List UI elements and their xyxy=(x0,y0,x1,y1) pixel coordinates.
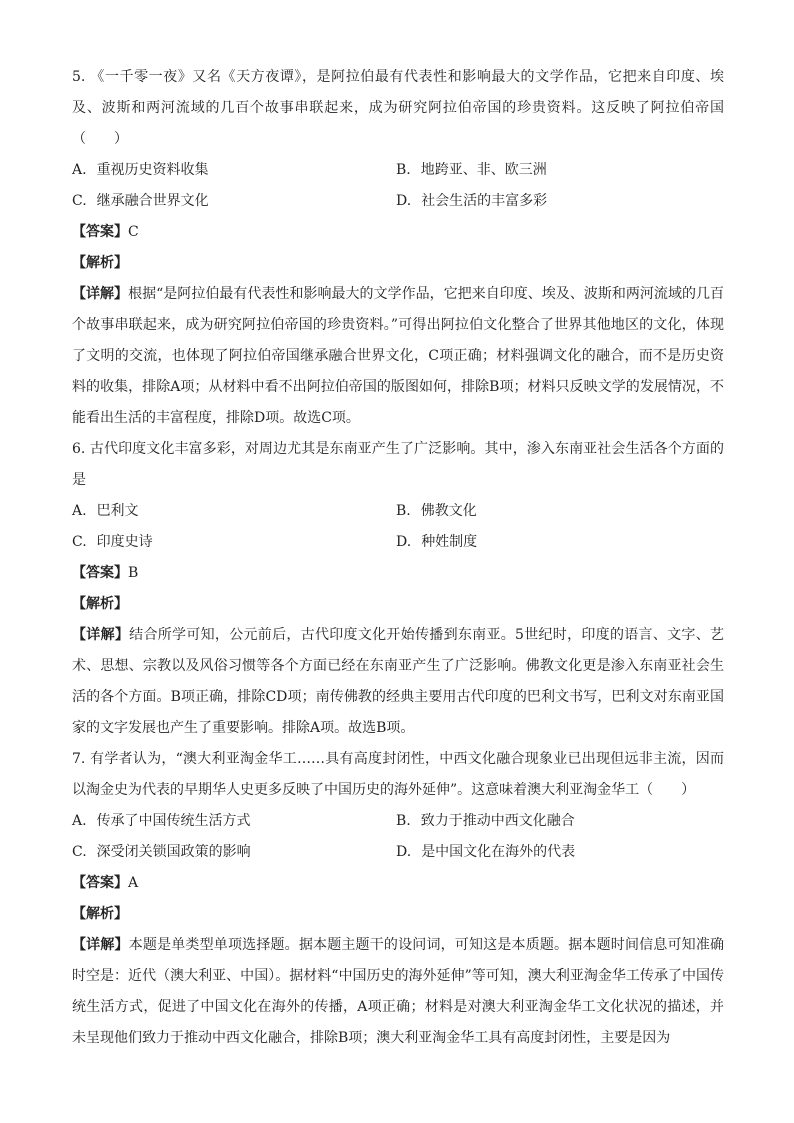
detail-text: 本题是单类型单项选择题。据本题主题干的设问词，可知这是本质题。据本题时间信息可知准确时空是：近代（澳大利亚、中国）。据材料“中国历史的海外延伸”等可知，澳大利亚淘金华工传承了中国传统生活方式，促进了中国文化在海外的传播，A项正确；材料是对澳大利亚淘金华工文化状况的描述，并未呈现他们致力于推动中西文化融合，排除B项；澳大利亚淘金华工具有高度封闭性，主要是因为 xyxy=(72,937,725,1046)
option-c: C. 印度史诗 xyxy=(72,534,153,550)
option-a: A. 巴利文 xyxy=(72,503,139,519)
detail-paragraph xyxy=(72,620,724,744)
analysis-label: 【解析】 xyxy=(72,255,128,271)
answer-line xyxy=(72,868,724,899)
option-a: A. 传承了中国传统生活方式 xyxy=(72,813,251,829)
analysis-label: 【解析】 xyxy=(72,906,128,922)
answer-label: 【答案】 xyxy=(72,875,128,891)
analysis-line xyxy=(72,899,724,930)
detail-label: 【详解】 xyxy=(72,286,129,302)
detail-paragraph xyxy=(72,930,724,1054)
answer-line xyxy=(72,217,724,248)
option-b: B. 致力于推动中西文化融合 xyxy=(396,813,575,829)
question-number: 5. xyxy=(72,69,86,85)
option-d: D. 社会生活的丰富多彩 xyxy=(396,193,548,209)
question-stem xyxy=(72,744,724,806)
detail-label: 【详解】 xyxy=(72,937,129,953)
detail-label: 【详解】 xyxy=(72,627,130,643)
question-number: 6. xyxy=(72,441,86,457)
answer-value: B xyxy=(128,565,139,581)
option-d: D. 种姓制度 xyxy=(396,534,478,550)
detail-paragraph xyxy=(72,279,724,434)
option-b: B. 佛教文化 xyxy=(396,503,477,519)
analysis-line xyxy=(72,248,724,279)
answer-value: C xyxy=(128,224,139,240)
question-6 xyxy=(72,434,724,744)
option-a: A. 重视历史资料收集 xyxy=(72,162,209,178)
document-page xyxy=(72,62,724,1054)
option-d: D. 是中国文化在海外的代表 xyxy=(396,844,576,860)
option-c: C. 深受闭关锁国政策的影响 xyxy=(72,844,251,860)
question-5 xyxy=(72,62,724,434)
options-grid xyxy=(72,806,724,868)
question-7 xyxy=(72,744,724,1054)
question-text: 有学者认为，“澳大利亚淘金华工……具有高度封闭性，中西文化融合现象业已出现但远非主流，因而以淘金史为代表的早期华人史更多反映了中国历史的海外延伸”。这意味着澳大利亚淘金华工（ ） xyxy=(72,751,724,798)
detail-text: 根据“是阿拉伯最有代表性和影响最大的文学作品，它把来自印度、埃及、波斯和两河流域的几百个故事串联起来，成为研究阿拉伯帝国的珍贵资料。”可得出阿拉伯文化整合了世界其他地区的文化，体现了文明的交流，也体现了阿拉伯帝国继承融合世界文化，C项正确；材料强调文化的融合，而不是历史资料的收集，排除A项；从材料中看不出阿拉伯帝国的版图如何，排除B项；材料只反映文学的发展情况，不能看出生活的丰富程度，排除D项。故选C项。 xyxy=(72,286,725,426)
answer-value: A xyxy=(128,875,139,891)
answer-label: 【答案】 xyxy=(72,565,128,581)
question-number: 7. xyxy=(72,751,86,767)
question-text: 《一千零一夜》又名《天方夜谭》，是阿拉伯最有代表性和影响最大的文学作品，它把来自印度、埃及、波斯和两河流域的几百个故事串联起来，成为研究阿拉伯帝国的珍贵资料。这反映了阿拉伯帝国（ ） xyxy=(72,69,725,147)
analysis-label: 【解析】 xyxy=(72,596,128,612)
answer-label: 【答案】 xyxy=(72,224,128,240)
options-grid xyxy=(72,496,724,558)
question-stem xyxy=(72,434,724,496)
answer-line xyxy=(72,558,724,589)
detail-text: 结合所学可知，公元前后，古代印度文化开始传播到东南亚。5世纪时，印度的语言、文字、艺术、思想、宗教以及风俗习惯等各个方面已经在东南亚产生了广泛影响。佛教文化更是渗入东南亚社会生活的各个方面。B项正确，排除CD项；南传佛教的经典主要用古代印度的巴利文书写，巴利文对东南亚国家的文字发展也产生了重要影响。排除A项。故选B项。 xyxy=(72,627,725,736)
question-stem xyxy=(72,62,724,155)
analysis-line xyxy=(72,589,724,620)
question-text: 古代印度文化丰富多彩，对周边尤其是东南亚产生了广泛影响。其中，渗入东南亚社会生活各个方面的是 xyxy=(72,441,724,488)
option-c: C. 继承融合世界文化 xyxy=(72,193,209,209)
option-b: B. 地跨亚、非、欧三洲 xyxy=(396,162,547,178)
options-grid xyxy=(72,155,724,217)
